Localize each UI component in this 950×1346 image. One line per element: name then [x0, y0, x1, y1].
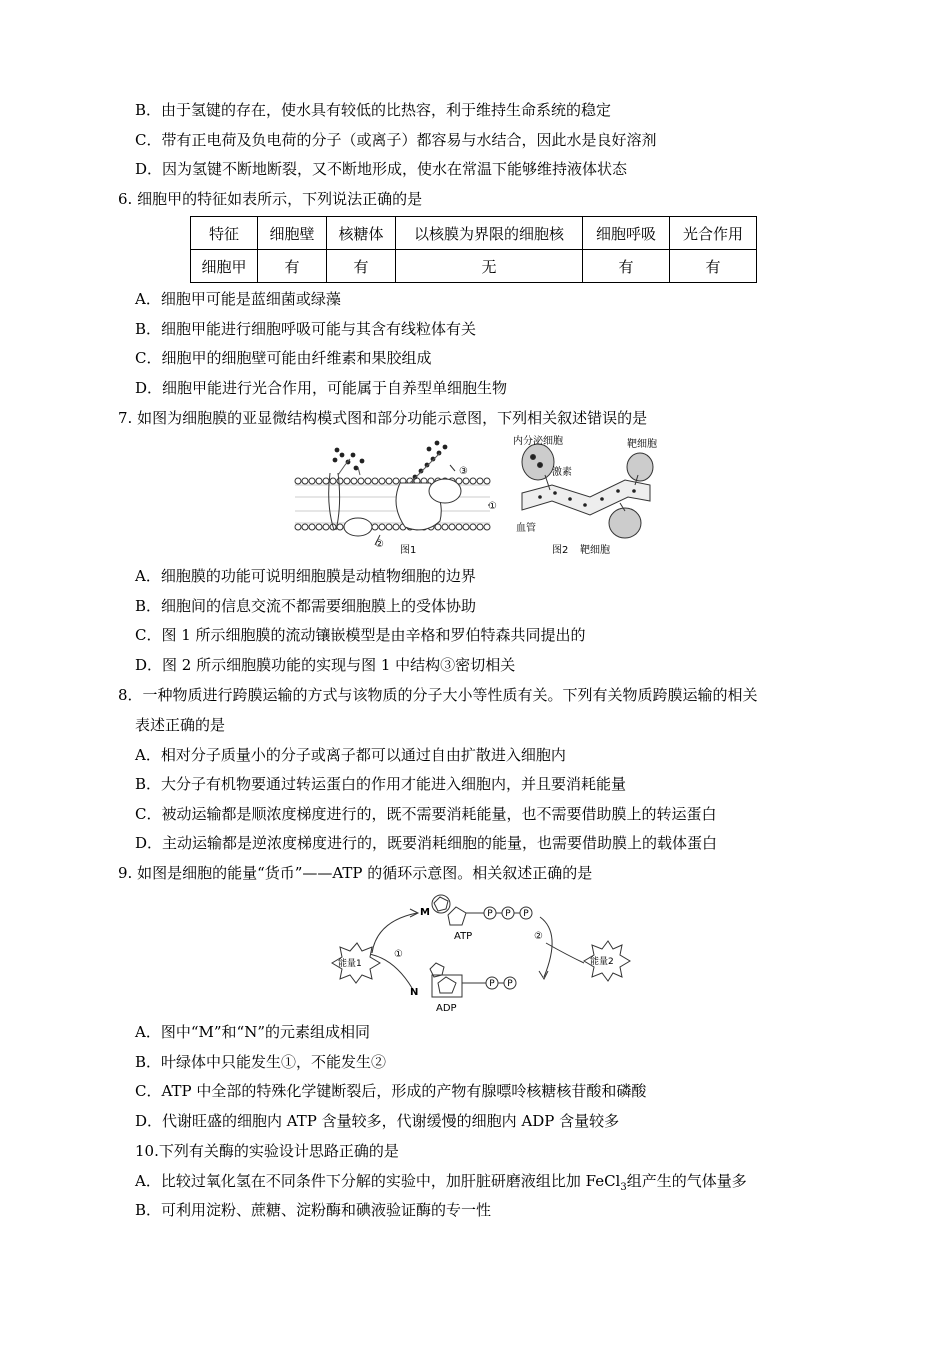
q8-option-b: B．大分子有机物要通过转运蛋白的作用才能进入细胞内，并且要消耗能量 [135, 775, 627, 793]
phospholipid-head [393, 524, 399, 530]
atp-phosphate-1: P [487, 909, 493, 919]
q5-option-b: B．由于氢键的存在，使水具有较低的比热容，利于维持生命系统的稳定 [135, 101, 612, 119]
phospholipid-head [323, 524, 329, 530]
fig2-target-bottom-label: 靶细胞 [580, 545, 610, 556]
fig2-target-top-label: 靶细胞 [627, 439, 657, 450]
adp-phosphate-1: P [489, 979, 495, 989]
q9-option-c: C．ATP 中全部的特殊化学键断裂后，形成的产物有腺嘌呤核糖核苷酸和磷酸 [135, 1082, 647, 1100]
atp-phosphate-3: P [523, 909, 529, 919]
q10-option-a-subscript: 3 [620, 1182, 627, 1193]
phospholipid-head [470, 524, 476, 530]
phospholipid-head [316, 524, 322, 530]
phospholipid-head [470, 478, 476, 484]
phospholipid-head [372, 524, 378, 530]
atp-phosphate-2: P [505, 909, 511, 919]
adp-phosphate-2: P [507, 979, 513, 989]
q7-option-d: D．图 2 所示细胞膜功能的实现与图 1 中结构③密切相关 [135, 656, 516, 674]
energy-2-label: 能量2 [590, 957, 614, 967]
energy-1-label: 能量1 [338, 959, 362, 969]
fig1-caption: 图1 [400, 545, 417, 556]
adp-n-label: N [410, 987, 419, 998]
phospholipid-head [477, 524, 483, 530]
q9-option-b: B．叶绿体中只能发生①，不能发生② [135, 1053, 387, 1071]
q8-option-c: C．被动运输都是顺浓度梯度进行的，既不需要消耗能量，也不需要借助膜上的转运蛋白 [135, 805, 717, 823]
table-cell: 细胞呼吸 [583, 217, 670, 250]
phospholipid-head [372, 478, 378, 484]
fig2-vessel-label: 血管 [516, 523, 536, 534]
phospholipid-head [337, 478, 343, 484]
reaction-1-label: ① [394, 949, 403, 960]
q6-option-c: C．细胞甲的细胞壁可能由纤维素和果胶组成 [135, 349, 432, 367]
phospholipid-head [309, 524, 315, 530]
phospholipid-head [456, 524, 462, 530]
phospholipid-head [309, 478, 315, 484]
fig1-label-2: ② [375, 539, 384, 550]
q7-option-b: B．细胞间的信息交流不都需要细胞膜上的受体协助 [135, 597, 477, 615]
fig1-label-1: ① [488, 501, 497, 512]
table-cell: 细胞壁 [258, 217, 327, 250]
phospholipid-head [484, 524, 490, 530]
phospholipid-head [386, 524, 392, 530]
fig2-caption: 图2 [552, 545, 569, 556]
reaction-2-label: ② [534, 931, 543, 942]
membrane-bilayer-diagram [295, 441, 490, 545]
table-header-row [191, 217, 757, 250]
phospholipid-head [477, 478, 483, 484]
phospholipid-head [386, 478, 392, 484]
q6-option-b: B．细胞甲能进行细胞呼吸可能与其含有线粒体有关 [135, 320, 477, 338]
phospholipid-head [351, 478, 357, 484]
q6-stem: 6. 细胞甲的特征如表所示，下列说法正确的是 [118, 190, 423, 208]
q5-option-d: D．因为氢键不断地断裂，又不断地形成，使水在常温下能够维持液体状态 [135, 160, 628, 178]
q10-stem: 10.下列有关酶的实验设计思路正确的是 [135, 1142, 399, 1160]
phospholipid-head [323, 478, 329, 484]
phospholipid-head [302, 524, 308, 530]
hormone-signaling-diagram [522, 444, 653, 538]
phospholipid-head [344, 478, 350, 484]
phospholipid-head [379, 524, 385, 530]
phospholipid-head [365, 478, 371, 484]
q6-option-d: D．细胞甲能进行光合作用，可能属于自养型单细胞生物 [135, 379, 508, 397]
q10-option-a [135, 1171, 747, 1198]
table-row [191, 250, 757, 283]
phospholipid-head [449, 524, 455, 530]
phospholipid-head [463, 524, 469, 530]
phospholipid-head [463, 478, 469, 484]
q9-stem: 9. 如图是细胞的能量“货币”——ATP 的循环示意图。相关叙述正确的是 [118, 864, 593, 882]
table-cell: 特征 [191, 217, 258, 250]
q10-option-a-text-end: 组产生的气体量多 [626, 1172, 747, 1190]
table-cell: 有 [670, 250, 757, 283]
q10-option-b: B．可利用淀粉、蔗糖、淀粉酶和碘液验证酶的专一性 [135, 1201, 492, 1219]
table-cell: 无 [396, 250, 583, 283]
phospholipid-head [484, 478, 490, 484]
q7-option-a: A．细胞膜的功能可说明细胞膜是动植物细胞的边界 [135, 567, 476, 585]
phospholipid-head [358, 478, 364, 484]
q8-option-a: A．相对分子质量小的分子或离子都可以通过自由扩散进入细胞内 [135, 746, 566, 764]
fig2-hormone-label: 激素 [552, 467, 572, 478]
table-cell: 有 [583, 250, 670, 283]
q8-option-d: D．主动运输都是逆浓度梯度进行的，既要消耗细胞的能量，也需要借助膜上的载体蛋白 [135, 834, 718, 852]
q7-stem: 7. 如图为细胞膜的亚显微结构模式图和部分功能示意图，下列相关叙述错误的是 [118, 409, 648, 427]
q10-option-a-text: A．比较过氧化氢在不同条件下分解的实验中，加肝脏研磨液组比加 FeCl [135, 1172, 621, 1190]
table-cell: 有 [327, 250, 396, 283]
q9-option-d: D．代谢旺盛的细胞内 ATP 含量较多，代谢缓慢的细胞内 ADP 含量较多 [135, 1112, 620, 1130]
q6-option-a: A．细胞甲可能是蓝细菌或绿藻 [135, 290, 341, 308]
atp-label: ATP [454, 931, 473, 942]
atp-cycle-figure [322, 893, 640, 1015]
phospholipid-head [316, 478, 322, 484]
phospholipid-head [379, 478, 385, 484]
fig1-label-3: ③ [459, 466, 468, 477]
q6-feature-table [190, 216, 757, 283]
q8-stem-line2: 表述正确的是 [135, 716, 226, 734]
phospholipid-head [442, 524, 448, 530]
phospholipid-head [295, 478, 301, 484]
phospholipid-head [330, 478, 336, 484]
phospholipid-head [295, 524, 301, 530]
fig2-endocrine-label: 内分泌细胞 [513, 436, 563, 447]
table-cell: 有 [258, 250, 327, 283]
table-cell: 光合作用 [670, 217, 757, 250]
cell-membrane-figure [290, 435, 665, 560]
table-cell: 以核膜为界限的细胞核 [396, 217, 583, 250]
q8-stem-line1: 8．一种物质进行跨膜运输的方式与该物质的分子大小等性质有关。下列有关物质跨膜运输的相关 [118, 686, 758, 704]
q5-option-c: C．带有正电荷及负电荷的分子（或离子）都容易与水结合，因此水是良好溶剂 [135, 131, 657, 149]
adp-label: ADP [436, 1003, 457, 1014]
table-cell: 核糖体 [327, 217, 396, 250]
phospholipid-head [393, 478, 399, 484]
q9-option-a: A．图中“M”和“N”的元素组成相同 [135, 1023, 370, 1041]
q7-option-c: C．图 1 所示细胞膜的流动镶嵌模型是由辛格和罗伯特森共同提出的 [135, 626, 586, 644]
phospholipid-head [337, 524, 343, 530]
table-cell: 细胞甲 [191, 250, 258, 283]
atp-m-label: M [420, 907, 430, 918]
phospholipid-head [302, 478, 308, 484]
